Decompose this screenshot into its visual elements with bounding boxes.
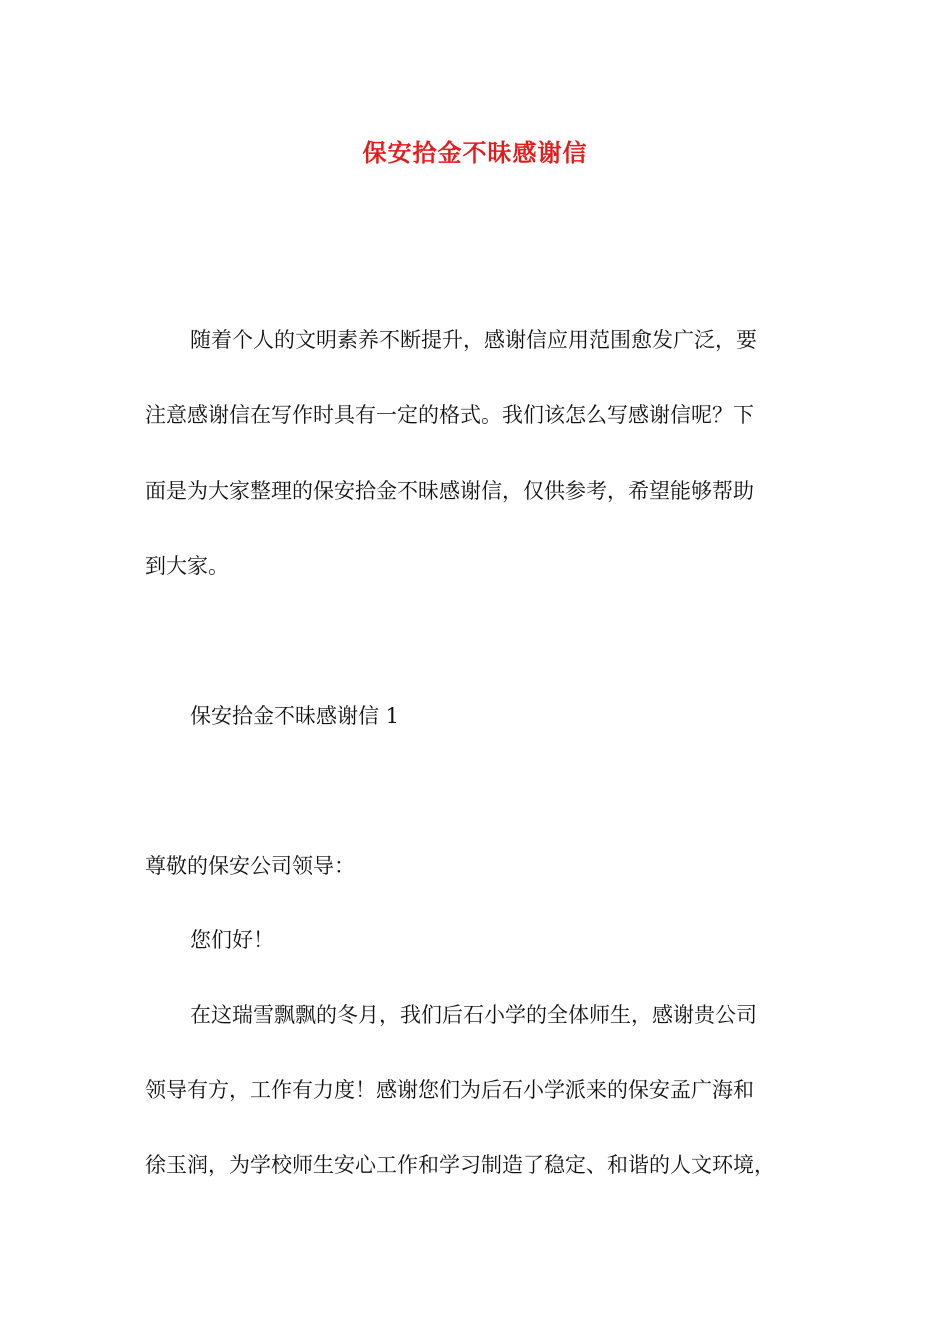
body-line-1: 在这瑞雪飘飘的冬月，我们后石小学的全体师生，感谢贵公司 (190, 1003, 757, 1027)
document-title: 保安拾金不昧感谢信 (362, 138, 588, 167)
section-heading: 保安拾金不昧感谢信 1 (190, 704, 400, 728)
intro-line-2: 注意感谢信在写作时具有一定的格式。我们该怎么写感谢信呢？下 (145, 403, 754, 427)
greeting: 您们好！ (190, 928, 274, 952)
intro-line-3: 面是为大家整理的保安拾金不昧感谢信，仅供参考，希望能够帮助 (145, 479, 754, 503)
salutation: 尊敬的保安公司领导： (145, 854, 355, 878)
intro-line-1: 随着个人的文明素养不断提升，感谢信应用范围愈发广泛，要 (190, 328, 757, 352)
body-line-3: 徐玉润，为学校师生安心工作和学习制造了稳定、和谐的人文环境， (145, 1153, 775, 1177)
body-line-2: 领导有方，工作有力度！感谢您们为后石小学派来的保安孟广海和 (145, 1078, 754, 1102)
intro-line-4: 到大家。 (145, 554, 229, 578)
